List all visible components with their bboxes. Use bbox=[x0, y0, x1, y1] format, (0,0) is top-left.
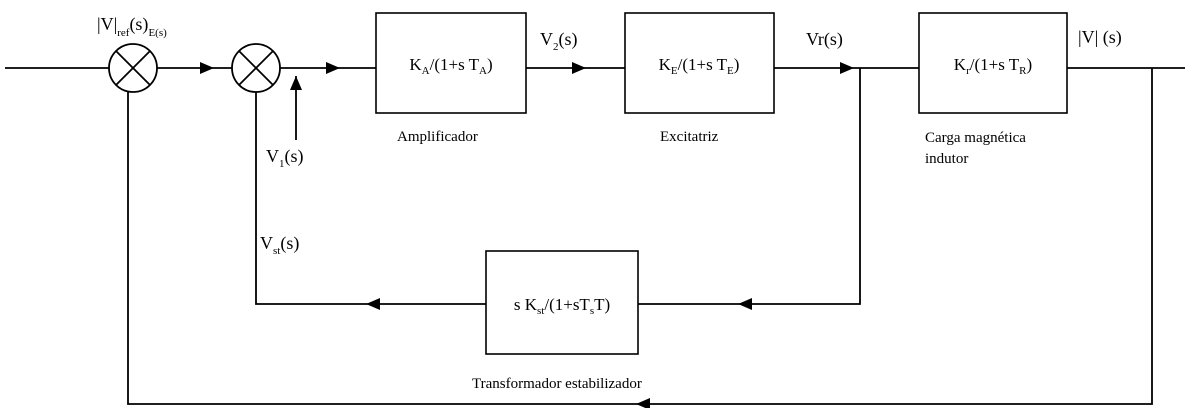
arrow-v2 bbox=[572, 62, 586, 74]
v1-label: $V_1(s)$ bbox=[266, 146, 304, 170]
arrow-into-amplifier bbox=[326, 62, 340, 74]
exciter-caption: Excitatriz bbox=[660, 129, 719, 145]
stabilizer-return-wire bbox=[256, 92, 486, 304]
arrow-vr bbox=[840, 62, 854, 74]
amplifier-transfer-function: $K_A/(1+s$ $T_A$) bbox=[409, 55, 493, 77]
exciter-transfer-function: $K_E/(1+s$ $T_E$) bbox=[658, 55, 740, 77]
summing-junction-1 bbox=[109, 44, 157, 92]
load-transfer-function: $K_r/(1+s$ $T_R$) bbox=[953, 55, 1033, 77]
amplifier-block bbox=[376, 13, 526, 113]
vst-label: $V_{st}(s)$ bbox=[260, 233, 300, 257]
stabilizer-caption: Transformador estabilizador bbox=[472, 376, 642, 392]
stabilizer-block bbox=[486, 251, 638, 354]
load-caption-line1: Carga magnética bbox=[925, 130, 1026, 146]
exciter-block bbox=[625, 13, 774, 113]
vr-label: Vr(s) bbox=[806, 29, 843, 49]
arrow-vst bbox=[366, 298, 380, 310]
arrow-into-stabilizer bbox=[738, 298, 752, 310]
load-block bbox=[919, 13, 1067, 113]
amplifier-caption: Amplificador bbox=[397, 129, 478, 145]
vref-label: $|V|_{ref}(s)_{E(s)}$ bbox=[97, 14, 167, 39]
vout-label: |V| (s) bbox=[1078, 27, 1122, 47]
arrow-main-feedback bbox=[636, 398, 650, 408]
stabilizer-transfer-function: s $K_{st}/(1+sT_sT)$ bbox=[513, 295, 611, 317]
v2-label: $V_2(s)$ bbox=[540, 29, 578, 53]
load-caption-line2: indutor bbox=[925, 151, 969, 167]
arrow-v1 bbox=[290, 76, 302, 90]
summing-junction-2 bbox=[232, 44, 280, 92]
arrow-sum1-sum2 bbox=[200, 62, 214, 74]
